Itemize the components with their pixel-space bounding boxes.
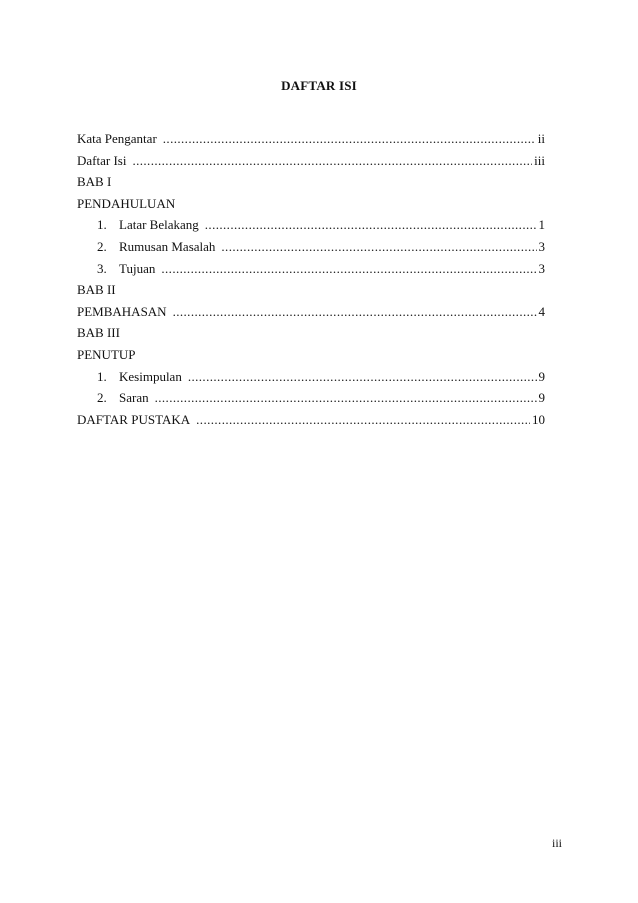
page-title: DAFTAR ISI xyxy=(281,78,357,93)
toc-entry-latar-belakang xyxy=(77,217,545,239)
toc-entry-daftar-isi xyxy=(77,153,545,175)
dot-leader xyxy=(155,390,537,406)
table-of-contents xyxy=(77,131,545,433)
toc-entry-kata-pengantar xyxy=(77,131,545,153)
chapter-heading-bab-3: BAB III xyxy=(77,325,120,341)
toc-page: 9 xyxy=(538,390,545,406)
toc-page: 1 xyxy=(538,217,545,233)
toc-page: ii xyxy=(537,131,545,146)
chapter-heading-bab-2: BAB II xyxy=(77,282,116,298)
item-number: 1. xyxy=(97,368,107,384)
toc-entry-kesimpulan xyxy=(77,369,545,391)
item-number: 1. xyxy=(97,217,107,233)
dot-leader xyxy=(196,412,530,428)
toc-page: iii xyxy=(534,152,545,168)
toc-label: DAFTAR PUSTAKA xyxy=(77,411,191,427)
chapter-title-pendahuluan: PENDAHULUAN xyxy=(77,195,176,211)
item-number: 2. xyxy=(97,238,107,254)
toc-entry-saran xyxy=(77,390,545,412)
dot-leader xyxy=(188,369,537,385)
dot-leader xyxy=(132,153,532,169)
toc-label: PEMBAHASAN xyxy=(77,303,167,319)
toc-label: Rumusan Masalah xyxy=(119,238,216,254)
toc-entry-tujuan xyxy=(77,261,545,283)
toc-page: 10 xyxy=(532,411,545,427)
toc-entry-daftar-pustaka xyxy=(77,412,545,434)
dot-leader xyxy=(161,261,536,277)
page-number: iii xyxy=(551,836,562,850)
toc-label: Kesimpulan xyxy=(119,368,182,384)
toc-page: 9 xyxy=(538,368,545,384)
toc-label: Saran xyxy=(119,390,149,406)
chapter-heading-bab-1: BAB I xyxy=(77,174,112,190)
dot-leader xyxy=(173,304,537,320)
dot-leader xyxy=(163,131,536,147)
item-number: 3. xyxy=(97,260,107,276)
toc-page: 3 xyxy=(538,260,545,276)
toc-page: 3 xyxy=(538,238,545,254)
toc-page: 4 xyxy=(538,303,545,319)
dot-leader xyxy=(221,239,536,255)
item-number: 2. xyxy=(97,390,107,406)
toc-label: Tujuan xyxy=(119,260,156,276)
chapter-title-penutup: PENUTUP xyxy=(77,346,136,362)
toc-label: Daftar Isi xyxy=(77,152,127,168)
toc-entry-rumusan-masalah xyxy=(77,239,545,261)
dot-leader xyxy=(205,217,537,233)
toc-label: Latar Belakang xyxy=(119,217,199,233)
toc-label: Kata Pengantar xyxy=(77,131,157,146)
toc-entry-pembahasan xyxy=(77,304,545,326)
